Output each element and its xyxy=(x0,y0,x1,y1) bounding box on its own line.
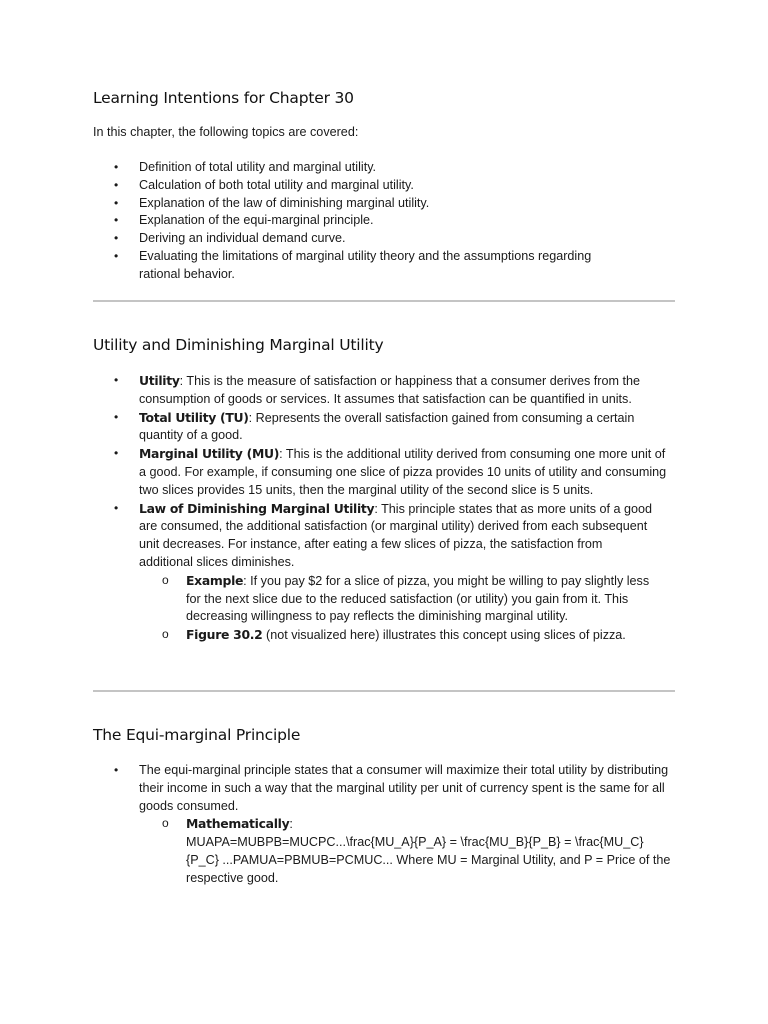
equi-marginal-sublist xyxy=(93,815,675,887)
circle-bullet-icon: o xyxy=(162,572,169,587)
bullet-icon: • xyxy=(114,500,119,515)
list-item: • Utility: This is the measure of satisfaction or happiness that a consumer derives from the consumption of goods or services. It assumes that satisfaction can be quantified in units. xyxy=(114,373,641,406)
formula-text: MUAPA=MUBPB=MUCPC...\frac{MU_A}{P_A} = \frac{MU_B}{P_B} = \frac{MU_C}{P_C} ...PAMUA=PBMUB=PCMUC... Where MU = Marginal Utility, and P = Price of the respective good. xyxy=(186,835,671,885)
bullet-icon: • xyxy=(114,213,119,228)
section-divider xyxy=(93,690,675,692)
sub-list-item: o Figure 30.2 (not visualized here) illustrates this concept using slices of pizza. xyxy=(162,627,626,643)
utility-definitions-list xyxy=(93,372,675,645)
bullet-icon: • xyxy=(114,409,119,424)
sub-list-item: o Mathematically: MUAPA=MUBPB=MUCPC...\frac{MU_A}{P_A} = \frac{MU_B}{P_B} = \frac{MU_C}{P_C} ...PAMUA=PBMUB=PCMUC... Where MU = Marginal Utility, and P = Price of the respective good. xyxy=(162,816,671,885)
circle-bullet-icon: o xyxy=(162,816,169,831)
bullet-icon: • xyxy=(114,195,119,210)
list-item: • The equi-marginal principle states that a consumer will maximize their total utility by distributing their income in such a way that the marginal utility per unit of currency spent is the same for all goods consumed. o Mathematically: MUAPA=MUBPB=MUCPC...\frac{MU_A}{P_A} = \frac{MU_B}{P_B} = \frac{MU_C}{P_C} ...PAMUA=PBMUB=PCMUC... Where MU = Marginal Utility, and P = Price of the respective good. xyxy=(93,762,675,888)
list-item: • Calculation of both total utility and marginal utility. xyxy=(93,177,675,195)
intro-paragraph: In this chapter, the following topics are covered: xyxy=(93,125,359,139)
equi-marginal-list xyxy=(93,762,675,888)
bullet-icon: • xyxy=(114,231,119,246)
list-item: • Law of Diminishing Marginal Utility: This principle states that as more units of a good are consumed, the additional satisfaction (or marginal utility) derived from each subsequent unit decreases. For instance, after eating a few slices of pizza, the satisfaction from additional slices diminishes. o Example: If you pay $2 for a slice of pizza, you might be willing to pay slightly less for the next slice due to the reduced satisfaction (or utility) you gain from it. This decreasing willingness to pay reflects the diminishing marginal utility. o Figure 30.2 (not visualized here) illustrates this concept using slices of pizza. xyxy=(93,500,675,645)
section-heading-equi-marginal: The Equi-marginal Principle xyxy=(93,726,301,744)
bullet-icon: • xyxy=(114,177,119,192)
list-item: • Definition of total utility and marginal utility. xyxy=(93,159,675,177)
section-heading-utility: Utility and Diminishing Marginal Utility xyxy=(93,336,384,354)
list-item: • Deriving an individual demand curve. xyxy=(93,230,675,248)
bullet-icon: • xyxy=(114,248,119,263)
list-item: • Explanation of the equi-marginal principle. xyxy=(93,212,675,230)
section-divider xyxy=(93,300,675,302)
list-item: • Explanation of the law of diminishing marginal utility. xyxy=(93,195,675,213)
list-item: • Evaluating the limitations of marginal utility theory and the assumptions regarding rational behavior. xyxy=(114,248,592,281)
circle-bullet-icon: o xyxy=(162,627,169,642)
topics-list xyxy=(93,159,675,284)
list-item: • Marginal Utility (MU): This is the additional utility derived from consuming one more unit of a good. For example, if consuming one slice of pizza provides 10 units of utility and consuming two slices provides 15 units, then the marginal utility of the second slice is 5 units. xyxy=(114,446,667,497)
section-heading-learning-intentions: Learning Intentions for Chapter 30 xyxy=(93,89,354,107)
utility-examples-sublist xyxy=(93,572,659,645)
bullet-icon: • xyxy=(114,160,119,174)
list-item: • Total Utility (TU): Represents the overall satisfaction gained from consuming a certain quantity of a good. xyxy=(114,409,635,443)
bullet-icon: • xyxy=(114,763,119,777)
bullet-icon: • xyxy=(114,373,119,387)
bullet-icon: • xyxy=(114,446,119,461)
sub-list-item: o Example: If you pay $2 for a slice of pizza, you might be willing to pay slightly less for the next slice due to the reduced satisfaction (or utility) you gain from it. This decreasing willingness to pay reflects the diminishing marginal utility. xyxy=(162,572,650,624)
